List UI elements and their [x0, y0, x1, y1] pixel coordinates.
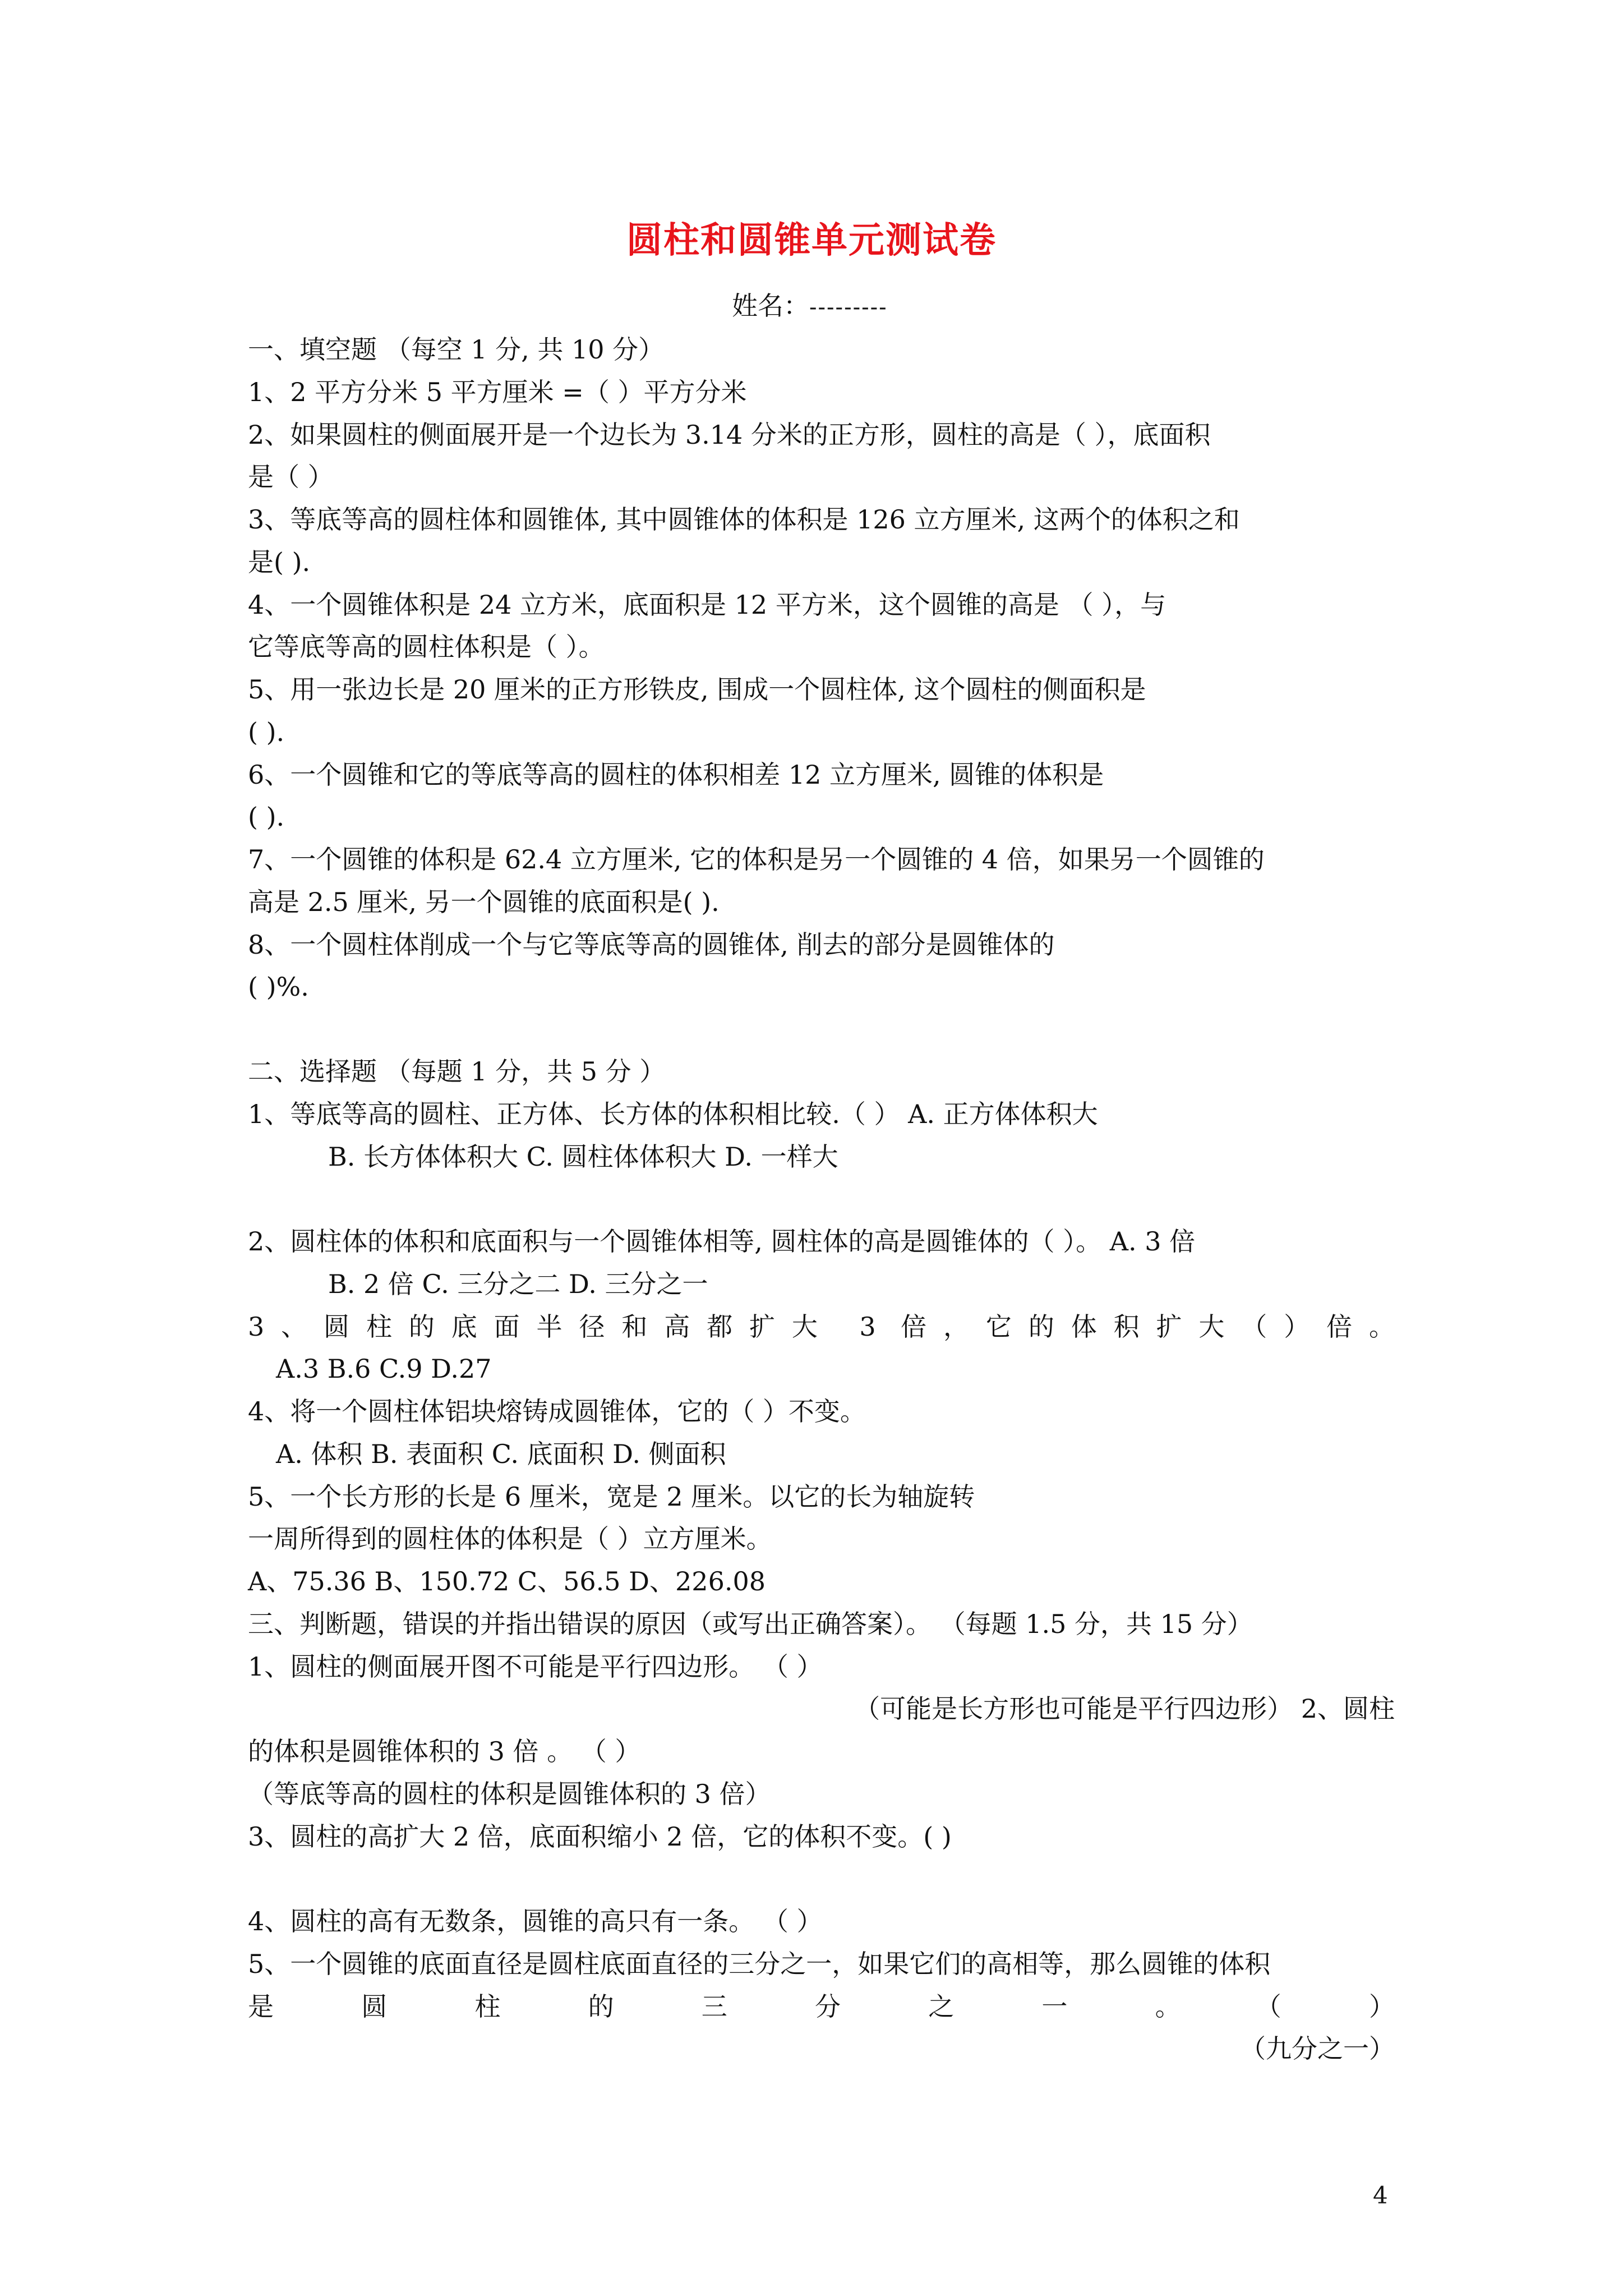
question-line: ( ).: [248, 717, 285, 747]
question-line: 的体积是圆锥体积的 3 倍 。 （ ）: [248, 1736, 641, 1766]
section-heading-multiple-choice: 二、选择题 （每题 1 分，共 5 分 ）: [248, 1056, 666, 1087]
page-number: 4: [1373, 2182, 1388, 2209]
question-line: 是圆柱的三分之一。（）: [248, 1991, 1395, 2022]
name-blank: ---------: [809, 295, 888, 320]
choice-options: B. 长方体体积大 C. 圆柱体体积大 D. 一样大: [328, 1142, 838, 1172]
question-line: 8、一个圆柱体削成一个与它等底等高的圆锥体, 削去的部分是圆锥体的: [248, 930, 1055, 960]
question-line: 它等底等高的圆柱体积是（ ）。: [248, 632, 605, 662]
question-line: 2、如果圆柱的侧面展开是一个边长为 3.14 分米的正方形，圆柱的高是（ ），底面积: [248, 420, 1211, 450]
question-line: 是（ ）: [248, 462, 334, 492]
question-line: 4、将一个圆柱体铝块熔铸成圆锥体，它的（ ）不变。: [248, 1396, 866, 1427]
question-line: 一周所得到的圆柱体的体积是（ ）立方厘米。: [248, 1524, 772, 1554]
section-heading-fill-in: 一、填空题 （每空 1 分, 共 10 分）: [248, 334, 665, 365]
page-title: 圆柱和圆锥单元测试卷: [626, 219, 997, 261]
choice-options: A. 体积 B. 表面积 C. 底面积 D. 侧面积: [276, 1439, 726, 1469]
question-line: 5、一个长方形的长是 6 厘米，宽是 2 厘米。以它的长为轴旋转: [248, 1481, 975, 1512]
name-line: [732, 286, 888, 327]
question-line: 4、圆柱的高有无数条，圆锥的高只有一条。 （ ）: [248, 1906, 823, 1936]
section-heading-true-false: 三、判断题，错误的并指出错误的原因（或写出正确答案）。 （每题 1.5 分，共 15 分）: [248, 1609, 1253, 1639]
question-line: 3、等底等高的圆柱体和圆锥体, 其中圆锥体的体积是 126 立方厘米, 这两个的体积之和: [248, 504, 1240, 535]
choice-options: B. 2 倍 C. 三分之二 D. 三分之一: [328, 1269, 708, 1299]
answer-note: （等底等高的圆柱的体积是圆锥体积的 3 倍）: [248, 1779, 771, 1809]
question-line: 4、一个圆锥体积是 24 立方米，底面积是 12 平方米，这个圆锥的高是 （ ），与: [248, 590, 1166, 620]
question-line: 是( ).: [248, 547, 311, 577]
question-line: 3、圆柱的底面半径和高都扩大 3 倍，它的体积扩大（）倍。: [248, 1312, 1395, 1342]
choice-options: A.3 B.6 C.9 D.27: [276, 1354, 492, 1384]
question-line: 5、用一张边长是 20 厘米的正方形铁皮, 围成一个圆柱体, 这个圆柱的侧面积是: [248, 674, 1146, 705]
question-line: ( )%.: [248, 972, 309, 1002]
answer-note: （九分之一）: [1240, 2033, 1395, 2064]
choice-options: A、75.36 B、150.72 C、56.5 D、226.08: [248, 1566, 766, 1596]
question-line: 高是 2.5 厘米, 另一个圆锥的底面积是( ).: [248, 887, 720, 917]
question-line: 1、等底等高的圆柱、正方体、长方体的体积相比较.（ ） A. 正方体体积大: [248, 1099, 1098, 1129]
question-line: 2、圆柱体的体积和底面积与一个圆锥体相等, 圆柱体的高是圆锥体的（ ）。 A. 3 倍: [248, 1226, 1196, 1257]
question-line: 1、圆柱的侧面展开图不可能是平行四边形。 （ ）: [248, 1651, 823, 1682]
question-line: ( ).: [248, 802, 285, 832]
question-line: 7、一个圆锥的体积是 62.4 立方厘米, 它的体积是另一个圆锥的 4 倍，如果另一个圆锥的: [248, 844, 1265, 875]
question-line: 5、一个圆锥的底面直径是圆柱底面直径的三分之一，如果它们的高相等，那么圆锥的体积: [248, 1949, 1271, 1979]
question-line: 1、2 平方分米 5 平方厘米 =（ ）平方分米: [248, 377, 747, 407]
answer-note: （可能是长方形也可能是平行四边形） 2、圆柱: [854, 1694, 1395, 1724]
question-line: 3、圆柱的高扩大 2 倍，底面积缩小 2 倍，它的体积不变。( ): [248, 1821, 952, 1852]
name-label: 姓名：: [732, 291, 809, 321]
question-line: 6、一个圆锥和它的等底等高的圆柱的体积相差 12 立方厘米, 圆锥的体积是: [248, 760, 1104, 790]
